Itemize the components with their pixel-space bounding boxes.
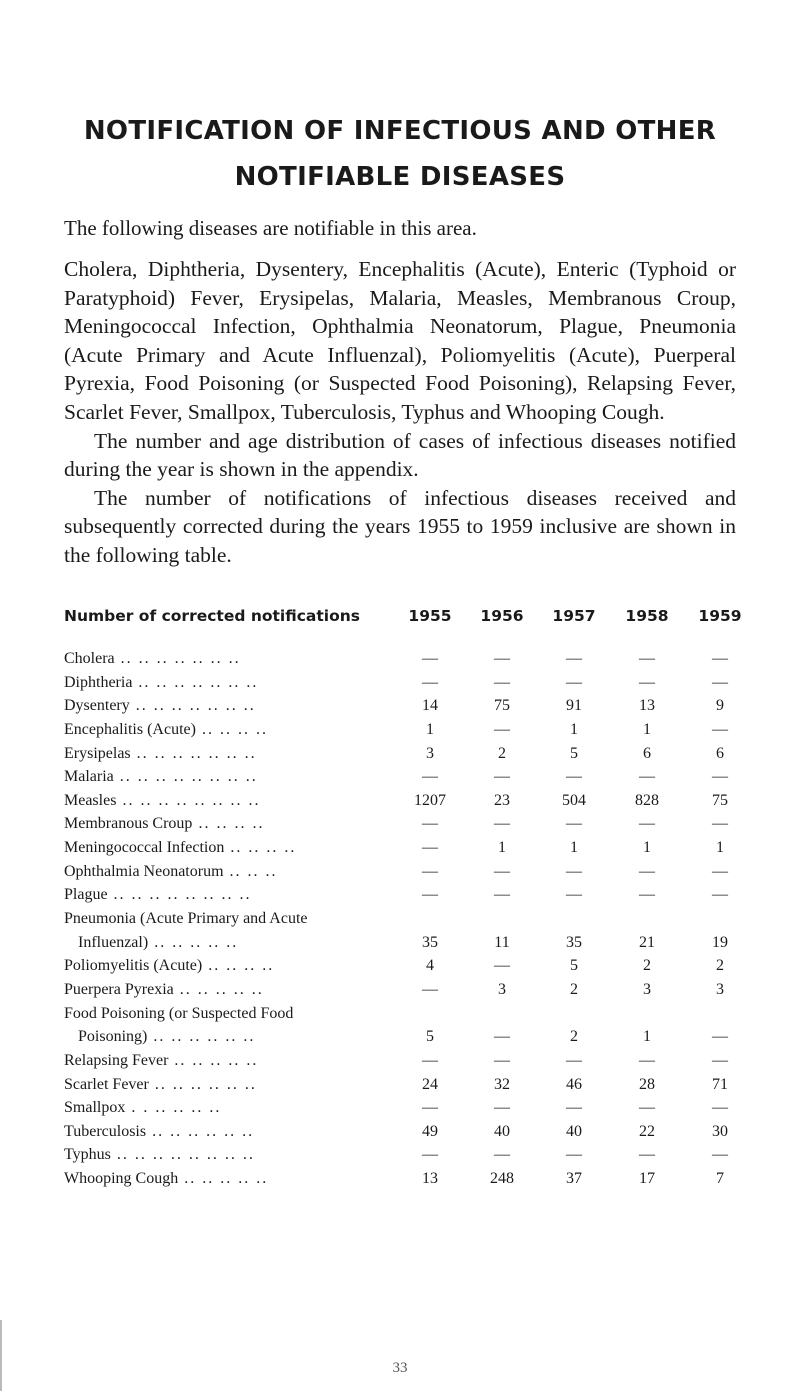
cell-1956: — xyxy=(494,1099,510,1117)
cell-1957: — xyxy=(566,650,582,667)
disease-name xyxy=(64,836,296,860)
cell-1955: 35 xyxy=(422,933,438,951)
table-row xyxy=(64,883,764,907)
cell-1958: 1 xyxy=(643,1028,651,1046)
disease-name-text: Diphtheria xyxy=(64,673,133,691)
cell-1958: — xyxy=(639,650,655,667)
table-row xyxy=(64,1120,764,1144)
leader-dots: .. .. .. .. .. .. .. xyxy=(132,673,259,691)
age-distribution-paragraph: The number and age distribution of cases of infectious diseases notified during the year is shown in the appendix. xyxy=(64,428,736,482)
cell-1955: 13 xyxy=(422,1170,438,1188)
cell-1957: 5 xyxy=(570,957,578,975)
intro-paragraph: The following diseases are notifiable in this area. xyxy=(64,216,477,240)
cell-1957: 5 xyxy=(570,744,578,762)
cell-1959: — xyxy=(712,720,728,738)
disease-name-text: Plague xyxy=(64,886,108,904)
table-row xyxy=(64,1096,764,1120)
table-intro-paragraph: The number of notifications of infectious diseases received and subsequently corrected during the years 1955 to 1959 inclusive are shown in the following table. xyxy=(64,485,736,567)
cell-1957: 46 xyxy=(566,1075,582,1093)
cell-1955: — xyxy=(422,815,438,833)
cell-1956: — xyxy=(494,862,510,880)
disease-name xyxy=(64,1073,257,1097)
cell-1958: 21 xyxy=(639,933,655,951)
cell-1957: 504 xyxy=(562,791,586,809)
disease-name xyxy=(64,742,257,766)
table-row xyxy=(64,812,764,836)
cell-1959: 6 xyxy=(716,744,724,762)
cell-1957: — xyxy=(566,1099,582,1117)
cell-1957: 1 xyxy=(570,839,578,857)
cell-1957: 40 xyxy=(566,1122,582,1140)
cell-1956: 40 xyxy=(494,1122,510,1140)
leader-dots: .. .. .. .. xyxy=(224,839,297,857)
body-text xyxy=(64,255,736,570)
year-header-1958: 1958 xyxy=(625,607,669,625)
table-row xyxy=(64,694,764,718)
title-line-2: NOTIFIABLE DISEASES xyxy=(234,162,566,192)
cell-1959: 9 xyxy=(716,697,724,715)
cell-1959: 1 xyxy=(716,839,724,857)
disease-name-continued xyxy=(64,1025,404,1049)
disease-name-text: Erysipelas xyxy=(64,744,131,762)
year-header-1955: 1955 xyxy=(408,607,452,625)
cell-1955: 5 xyxy=(426,1028,434,1046)
cell-1955: — xyxy=(422,1051,438,1069)
table-row xyxy=(64,954,764,978)
leader-dots: .. .. .. .. .. .. .. .. xyxy=(110,1146,255,1164)
cell-1957: — xyxy=(566,673,582,691)
disease-name-text: Puerpera Pyrexia xyxy=(64,980,174,998)
leader-dots: .. .. .. .. .. .. .. .. xyxy=(107,886,252,904)
cell-1956: 3 xyxy=(498,980,506,998)
disease-name xyxy=(64,647,241,671)
disease-name xyxy=(64,718,268,742)
cell-1958: — xyxy=(639,673,655,691)
cell-1958: 2 xyxy=(643,957,651,975)
cell-1955: — xyxy=(422,768,438,786)
cell-1955: 4 xyxy=(426,957,434,975)
leader-dots: .. .. .. .. .. xyxy=(148,933,239,951)
leader-dots: .. .. .. .. .. xyxy=(168,1051,259,1069)
disease-name xyxy=(64,694,256,718)
cell-1958: 828 xyxy=(635,791,659,809)
disease-name-text: Smallpox xyxy=(64,1099,126,1117)
cell-1958: 13 xyxy=(639,697,655,715)
cell-1959: 71 xyxy=(712,1075,728,1093)
cell-1957: — xyxy=(566,815,582,833)
cell-1958: — xyxy=(639,862,655,880)
cell-1958: — xyxy=(639,886,655,904)
disease-name-text: Ophthalmia Neonatorum xyxy=(64,862,224,880)
cell-1956: 32 xyxy=(494,1075,510,1093)
disease-list-paragraph: Cholera, Diphtheria, Dysentery, Encephalitis (Acute), Enteric (Typhoid or Paratyphoid) Fever, Erysipelas, Malaria, Measles, Membranous Croup, Meningococcal Infection, Ophthalmia Neonatorum, Plague, Pneumonia (Acute Primary and Acute Influenzal), Poliomyelitis (Acute), Puerperal Pyrexia, Food Poisoning (or Suspected Food Poisoning), Relapsing Fever, Scarlet Fever, Smallpox, Tuberculosis, Typhus and Whooping Cough. xyxy=(64,257,736,424)
table-row xyxy=(64,860,764,884)
disease-name-text: Tuberculosis xyxy=(64,1122,147,1140)
cell-1955: — xyxy=(422,1099,438,1117)
cell-1955: 14 xyxy=(422,697,438,715)
disease-name xyxy=(64,1096,221,1120)
cell-1956: — xyxy=(494,815,510,833)
disease-name-text: Relapsing Fever xyxy=(64,1051,169,1069)
cell-1957: 2 xyxy=(570,1028,578,1046)
disease-name-text: Dysentery xyxy=(64,697,130,715)
cell-1956: — xyxy=(494,886,510,904)
cell-1959: — xyxy=(712,815,728,833)
cell-1956: 23 xyxy=(494,791,510,809)
leader-dots: .. .. .. .. .. .. .. xyxy=(130,744,257,762)
disease-name xyxy=(64,812,264,836)
leader-dots: .. .. .. .. .. xyxy=(173,980,264,998)
cell-1957: — xyxy=(566,862,582,880)
leader-dots: .. .. .. .. .. .. xyxy=(146,1122,255,1140)
disease-name-text: Poliomyelitis (Acute) xyxy=(64,957,203,975)
cell-1955: 24 xyxy=(422,1075,438,1093)
disease-name-text: Scarlet Fever xyxy=(64,1075,149,1093)
table-header-label: Number of corrected notifications xyxy=(64,607,361,625)
cell-1959: — xyxy=(712,768,728,786)
disease-name-continued xyxy=(64,931,404,955)
disease-name-text: Meningococcal Infection xyxy=(64,839,225,857)
cell-1958: — xyxy=(639,1051,655,1069)
cell-1959: — xyxy=(712,1099,728,1117)
disease-name-text: Cholera xyxy=(64,650,115,667)
cell-1959: — xyxy=(712,1051,728,1069)
cell-1959: — xyxy=(712,886,728,904)
cell-1955: 3 xyxy=(426,744,434,762)
disease-name-text: Typhus xyxy=(64,1146,111,1164)
cell-1958: — xyxy=(639,815,655,833)
cell-1959: — xyxy=(712,673,728,691)
table-row xyxy=(64,907,764,954)
title-line-1: NOTIFICATION OF INFECTIOUS AND OTHER xyxy=(83,116,717,146)
cell-1955: — xyxy=(422,650,438,667)
disease-name xyxy=(64,1167,268,1191)
cell-1956: 2 xyxy=(498,744,506,762)
disease-name xyxy=(64,954,274,978)
cell-1957: — xyxy=(566,768,582,786)
cell-1958: — xyxy=(639,1099,655,1117)
cell-1956: — xyxy=(494,673,510,691)
disease-name xyxy=(64,1002,404,1049)
cell-1956: 1 xyxy=(498,839,506,857)
page-number: 33 xyxy=(392,1360,408,1376)
disease-name-text: Encephalitis (Acute) xyxy=(64,720,196,738)
year-header-1959: 1959 xyxy=(698,607,742,625)
disease-name xyxy=(64,1120,254,1144)
cell-1956: — xyxy=(494,957,510,975)
cell-1957: 35 xyxy=(566,933,582,951)
table-row xyxy=(64,671,764,695)
cell-1958: — xyxy=(639,1146,655,1164)
disease-name xyxy=(64,1143,255,1167)
table-row xyxy=(64,1073,764,1097)
leader-dots: .. .. .. .. xyxy=(202,957,275,975)
cell-1959: 2 xyxy=(716,957,724,975)
leader-dots: .. .. .. .. .. .. .. xyxy=(129,697,256,715)
year-header-1956: 1956 xyxy=(480,607,524,625)
cell-1957: 91 xyxy=(566,697,582,715)
table-row xyxy=(64,718,764,742)
table-row xyxy=(64,647,764,671)
cell-1958: — xyxy=(639,768,655,786)
disease-name-text: Whooping Cough xyxy=(64,1170,179,1188)
cell-1959: — xyxy=(712,862,728,880)
cell-1957: — xyxy=(566,886,582,904)
cell-1959: — xyxy=(712,1028,728,1046)
cell-1957: 1 xyxy=(570,720,578,738)
table-row xyxy=(64,742,764,766)
table-row xyxy=(64,836,764,860)
leader-dots: .. .. .. .. .. .. .. xyxy=(114,650,241,667)
disease-name xyxy=(64,860,278,884)
cell-1958: 22 xyxy=(639,1122,655,1140)
cell-1956: — xyxy=(494,768,510,786)
table-header xyxy=(64,607,764,637)
cell-1958: 1 xyxy=(643,839,651,857)
cell-1959: 30 xyxy=(712,1122,728,1140)
notifications-table xyxy=(64,647,764,1191)
cell-1958: 17 xyxy=(639,1170,655,1188)
cell-1956: — xyxy=(494,650,510,667)
leader-dots: .. .. .. .. .. .. .. .. xyxy=(113,768,258,786)
leader-dots: .. .. .. .. .. .. xyxy=(147,1028,256,1046)
disease-name xyxy=(64,1049,258,1073)
cell-1959: 7 xyxy=(716,1170,724,1188)
cell-1957: 37 xyxy=(566,1170,582,1188)
cell-1956: 248 xyxy=(490,1170,514,1188)
cell-1955: — xyxy=(422,886,438,904)
cell-1955: 1207 xyxy=(414,791,446,809)
disease-name-text: Measles xyxy=(64,791,117,809)
page-title xyxy=(0,108,800,200)
disease-name-text: Malaria xyxy=(64,768,114,786)
cell-1958: 3 xyxy=(643,980,651,998)
cell-1955: 49 xyxy=(422,1122,438,1140)
year-header-1957: 1957 xyxy=(552,607,596,625)
table-row xyxy=(64,1049,764,1073)
cell-1957: — xyxy=(566,1146,582,1164)
cell-1959: — xyxy=(712,650,728,667)
cell-1959: — xyxy=(712,1146,728,1164)
table-row xyxy=(64,789,764,813)
table-row xyxy=(64,1143,764,1167)
leader-dots: .. .. .. .. .. .. .. .. xyxy=(116,791,261,809)
cell-1959: 19 xyxy=(712,933,728,951)
disease-name-continued-text: Influenzal) xyxy=(78,933,149,951)
cell-1956: — xyxy=(494,720,510,738)
cell-1955: — xyxy=(422,1146,438,1164)
cell-1957: 2 xyxy=(570,980,578,998)
table-row xyxy=(64,1002,764,1049)
cell-1959: 3 xyxy=(716,980,724,998)
disease-name-text: Food Poisoning (or Suspected Food xyxy=(64,1004,294,1022)
cell-1956: — xyxy=(494,1051,510,1069)
cell-1957: — xyxy=(566,1051,582,1069)
disease-name xyxy=(64,907,404,954)
disease-name xyxy=(64,671,258,695)
disease-name-text: Membranous Croup xyxy=(64,815,193,833)
table-row xyxy=(64,765,764,789)
cell-1956: 11 xyxy=(494,933,510,951)
disease-name xyxy=(64,883,252,907)
leader-dots: .. .. .. .. xyxy=(192,815,265,833)
leader-dots: .. .. .. xyxy=(223,862,278,880)
cell-1956: 75 xyxy=(494,697,510,715)
cell-1955: — xyxy=(422,980,438,998)
leader-dots: . . .. .. .. .. xyxy=(125,1099,222,1117)
cell-1955: — xyxy=(422,862,438,880)
cell-1955: — xyxy=(422,839,438,857)
cell-1958: 28 xyxy=(639,1075,655,1093)
disease-name-continued-text: Poisoning) xyxy=(78,1028,148,1046)
cell-1956: — xyxy=(494,1146,510,1164)
disease-name xyxy=(64,789,260,813)
leader-dots: .. .. .. .. .. xyxy=(178,1170,269,1188)
disease-name xyxy=(64,765,258,789)
cell-1955: — xyxy=(422,673,438,691)
cell-1958: 1 xyxy=(643,720,651,738)
disease-name xyxy=(64,978,264,1002)
leader-dots: .. .. .. .. xyxy=(195,720,268,738)
table-row xyxy=(64,978,764,1002)
leader-dots: .. .. .. .. .. .. xyxy=(148,1075,257,1093)
cell-1959: 75 xyxy=(712,791,728,809)
cell-1955: 1 xyxy=(426,720,434,738)
cell-1958: 6 xyxy=(643,744,651,762)
cell-1956: — xyxy=(494,1028,510,1046)
page-edge-line xyxy=(0,1320,2,1391)
table-row xyxy=(64,1167,764,1191)
disease-name-text: Pneumonia (Acute Primary and Acute xyxy=(64,910,308,928)
